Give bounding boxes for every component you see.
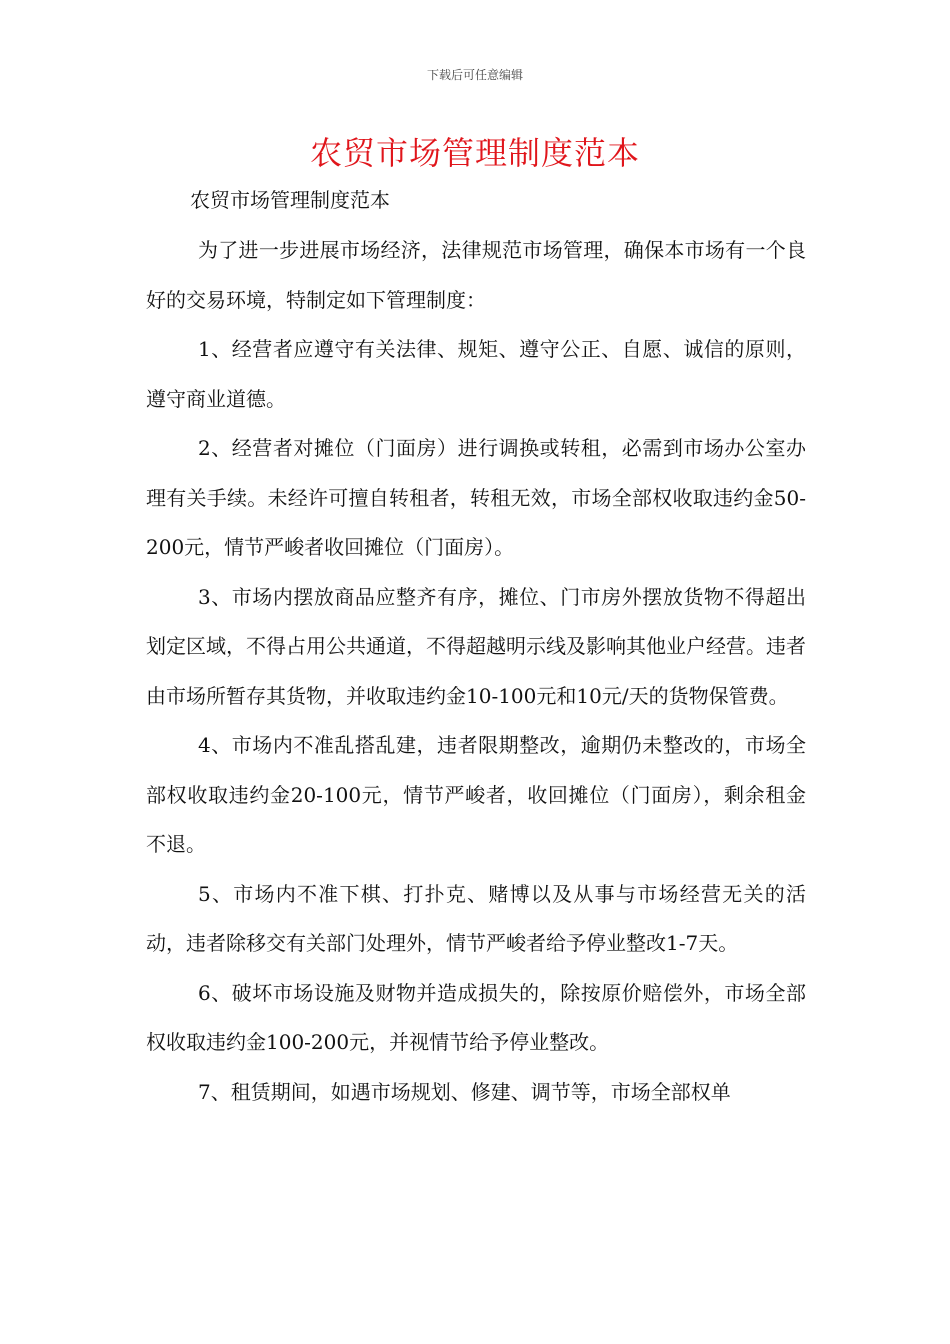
document-title: 农贸市场管理制度范本: [309, 134, 640, 172]
document-body: [146, 226, 806, 1117]
rule-paragraph-6: 6、破坏市场设施及财物并造成损失的，除按原价赔偿外，市场全部权收取违约金100-200元，并视情节给予停业整改。: [146, 980, 806, 1054]
rule-paragraph-7: 7、租赁期间，如遇市场规划、修建、调节等，市场全部权单: [198, 1079, 731, 1104]
rule-paragraph-3: 3、市场内摆放商品应整齐有序，摊位、门市房外摆放货物不得超出划定区域，不得占用公共通道，不得超越明示线及影响其他业户经营。违者由市场所暂存其货物，并收取违约金10-100元和10元/天的货物保管费。: [146, 584, 806, 708]
rule-paragraph-2: 2、经营者对摊位（门面房）进行调换或转租，必需到市场办公室办理有关手续。未经许可擅自转租者，转租无效，市场全部权收取违约金50-200元，情节严峻者收回摊位（门面房）。: [146, 436, 806, 559]
page-header-note: 下载后可任意编辑: [426, 68, 523, 82]
rule-paragraph-4: 4、市场内不准乱搭乱建，违者限期整改，逾期仍未整改的，市场全部权收取违约金20-100元，情节严峻者，收回摊位（门面房），剩余租金不退。: [146, 733, 806, 856]
intro-paragraph: 为了进一步进展市场经济，法律规范市场管理，确保本市场有一个良好的交易环境，特制定如下管理制度：: [146, 238, 806, 312]
rule-paragraph-1: 1、经营者应遵守有关法律、规矩、遵守公正、自愿、诚信的原则，遵守商业道德。: [146, 337, 806, 411]
document-subtitle: 农贸市场管理制度范本: [190, 188, 390, 212]
rule-paragraph-5: 5、市场内不准下棋、打扑克、赌博以及从事与市场经营无关的活动，违者除移交有关部门处理外，情节严峻者给予停业整改1-7天。: [146, 881, 806, 955]
